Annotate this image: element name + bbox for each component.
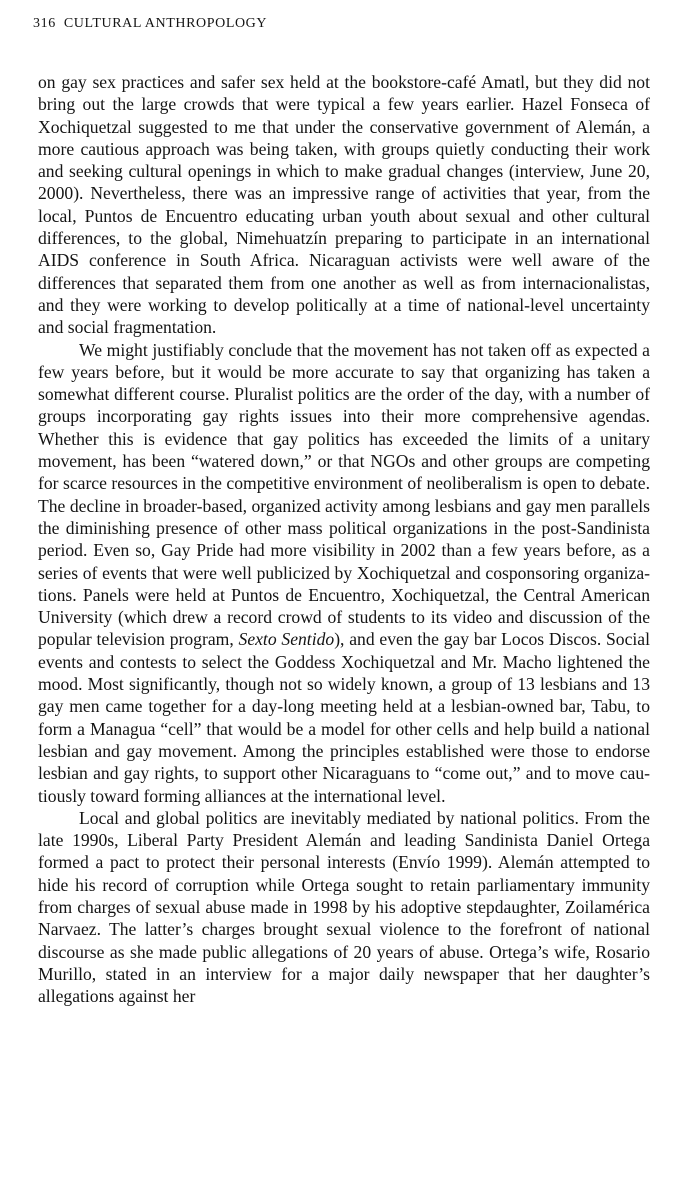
paragraph-2-part-1: We might justifiably conclude that the movement has not taken off as expected a few years before, but it would be more accurate to say that organizing has taken a somewhat different course. Pluralist politics are the order of the day, with a number of groups incorporating gay rights issues into their more comprehensive agendas. Whether this is evidence that gay politics has exceeded the limits of a unitary movement, has been “watered down,” or that NGOs and other groups are competing for scarce resources in the competitive environment of neoliberalism is open to debate. The decline in broader-based, organized activity among lesbians and gay men parallels the diminishing presence of other mass political organizations in the post-Sandinista period. Even so, Gay Pride had more visibility in 2002 than a few years before, as a series of events that were well publicized by Xochiquetzal and cosponsoring organizations. Panels were held at Puntos de Encuentro, Xochiquetzal, the Central American University (which drew a record crowd of students to its video and discussion of the popular television program,	[38, 339, 650, 650]
paragraph-3: Local and global politics are inevitably mediated by national politics. From the late 1990s, Liberal Party President Alemán and leading Sandinista Daniel Ortega formed a pact to protect their personal interests (Envío 1999). Alemán attempted to hide his record of corruption while Ortega sought to retain parliamentary immunity from charges of sexual abuse made in 1998 by his adoptive stepdaughter, Zoilamérica Narvaez. The latter’s charges brought sexual violence to the forefront of national discourse as she made public allegations of 20 years of abuse. Ortega’s wife, Rosario Murillo, stated in an interview for a major daily newspaper that her daughter’s allegations against her	[38, 807, 650, 1007]
running-head	[33, 16, 267, 32]
paragraph-1: on gay sex practices and safer sex held at the bookstore-café Amatl, but they did not bring out the large crowds that were typical a few years earlier. Hazel Fonseca of Xochiquetzal suggested to me that under the conservative government of Alemán, a more cautious approach was being taken, with groups quietly conducting their work and seeking cultural openings in which to make gradual changes (interview, June 20, 2000). Nevertheless, there was an impressive range of activities that year, from the local, Puntos de Encuentro educating urban youth about sexual and other cultural differences, to the global, Nimehuatzín preparing to participate in an international AIDS conference in South Africa. Nicaraguan activists were well aware of the differences that separated them from one another as well as from internacionalistas, and they were working to develop politically at a time of national-level uncertainty and social fragmentation.	[38, 72, 650, 338]
paragraph-2-part-2: ), and even the gay bar Locos Discos. Social events and contests to select the Goddess Xochiquetzal and Mr. Macho lightened the mood. Most significantly, though not so widely known, a group of 13 lesbians and 13 gay men came together for a day-long meeting held at a lesbian-owned bar, Tabu, to form a Managua “cell” that would be a model for other cells and help build a national lesbian and gay movement. Among the principles established were those to endorse lesbian and gay rights, to support other Nicaraguans to “come out,” and to move cautiously toward forming alliances at the international level.	[38, 629, 650, 806]
body-text	[38, 71, 650, 1007]
paragraph-2	[38, 339, 650, 807]
page-number: 316	[33, 16, 56, 31]
running-title: CULTURAL ANTHROPOLOGY	[63, 16, 268, 31]
program-title: Sexto Sentido	[238, 629, 335, 650]
